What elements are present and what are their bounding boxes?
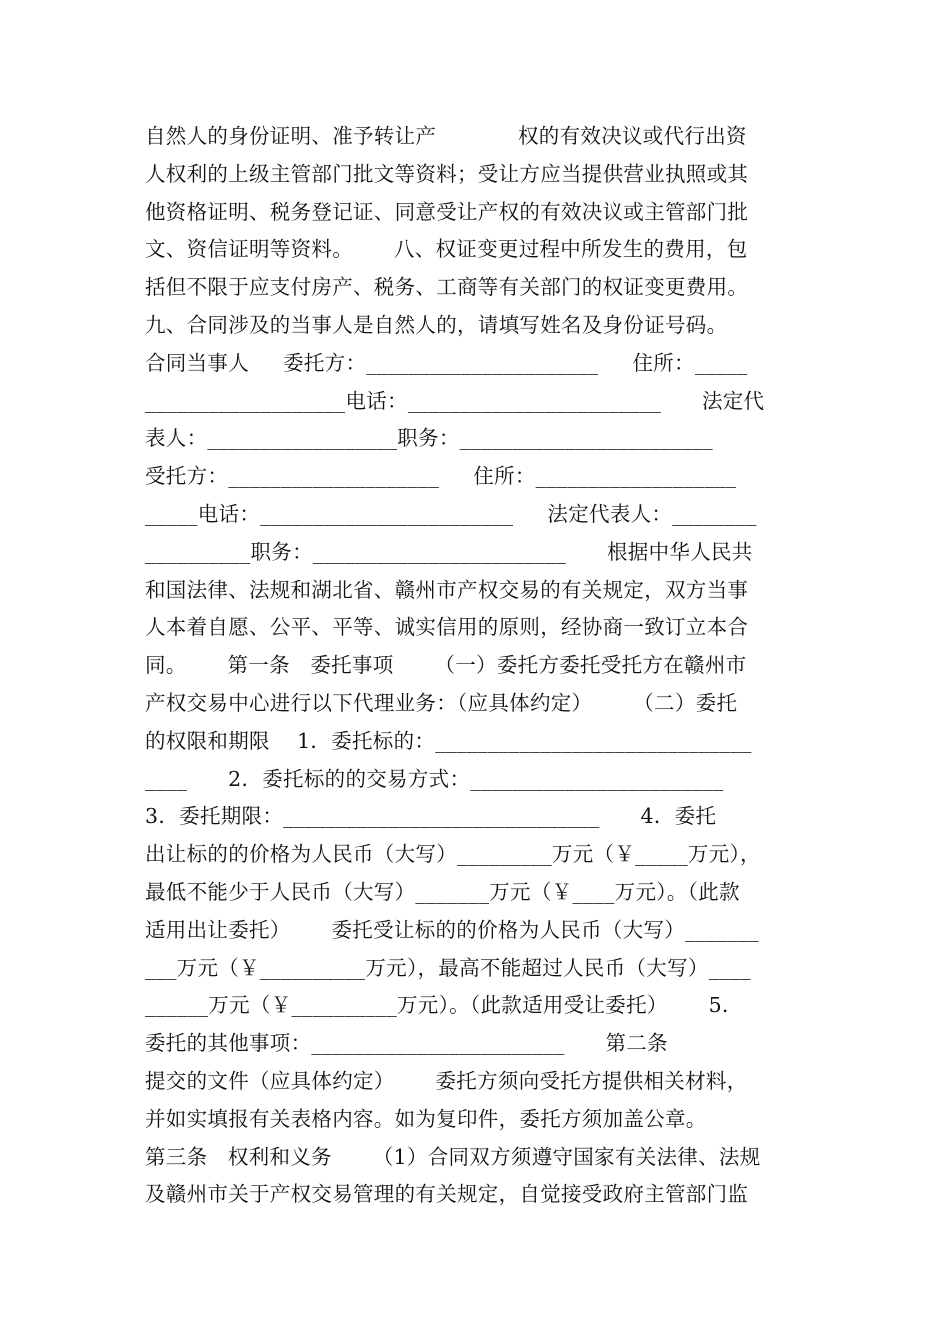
text-line: ______万元（￥__________万元）。（此款适用受让委托） 5． [145,993,743,1018]
text-line: 和国法律、法规和湖北省、赣州市产权交易的有关规定，双方当事 [145,577,749,602]
text-line: 九、合同涉及的当事人是自然人的，请填写姓名及身份证号码。 [145,312,728,337]
text-line: 他资格证明、税务登记证、同意受让产权的有效决议或主管部门批 [145,199,749,224]
text-line: ___万元（￥__________万元），最高不能超过人民币（大写）____ [145,955,751,980]
text-line: 自然人的身份证明、准予转让产 权的有效决议或代行出资 [145,124,747,148]
text-line: 产权交易中心进行以下代理业务：（应具体约定） （二）委托 [145,690,738,715]
text-line: 人本着自愿、公平、平等、诚实信用的原则，经协商一致订立本合 [145,615,749,640]
text-line: 受托方：____________________ 住所：___________________ [145,464,737,489]
text-line: ___________________电话：________________________ 法定代 [145,388,765,413]
text-line: 出让标的的价格为人民币（大写）_________万元（￥_____万元）， [145,842,761,867]
text-line: 提交的文件（应具体约定） 委托方须向受托方提供相关材料， [145,1068,748,1093]
text-line: 括但不限于应支付房产、税务、工商等有关部门的权证变更费用。 [145,275,749,300]
text-line: _____电话：________________________ 法定代表人：________ [145,501,757,526]
text-line: 3．委托期限：______________________________ 4．委托 [145,804,717,829]
text-line: 最低不能少于人民币（大写）_______万元（￥____万元）。（此款 [145,879,740,904]
text-line: 合同当事人 委托方：______________________ 住所：_____ [145,350,748,375]
text-line: ____ 2．委托标的的交易方式：________________________ [145,766,724,791]
text-line: 的权限和期限 1．委托标的：______________________________ [145,728,752,753]
text-line: 表人：__________________职务：________________________ [145,426,713,451]
text-line: 同。 第一条 委托事项 （一）委托方委托受托方在赣州市 [145,653,747,678]
text-line: __________职务：________________________ 根据中华人民共 [145,539,753,564]
contract-body-text [145,118,805,1214]
text-line: 第三条 权利和义务 （1）合同双方须遵守国家有关法律、法规 [145,1144,761,1169]
text-line: 文、资信证明等资料。 八、权证变更过程中所发生的费用，包 [145,237,748,262]
text-line: 并如实填报有关表格内容。如为复印件，委托方须加盖公章。 [145,1106,707,1131]
text-line: 及赣州市关于产权交易管理的有关规定，自觉接受政府主管部门监 [145,1182,749,1207]
text-line: 适用出让委托） 委托受让标的的价格为人民币（大写）_______ [145,917,759,942]
text-line: 委托的其他事项：________________________ 第二条 [145,1031,668,1056]
text-line: 人权利的上级主管部门批文等资料；受让方应当提供营业执照或其 [145,161,749,186]
